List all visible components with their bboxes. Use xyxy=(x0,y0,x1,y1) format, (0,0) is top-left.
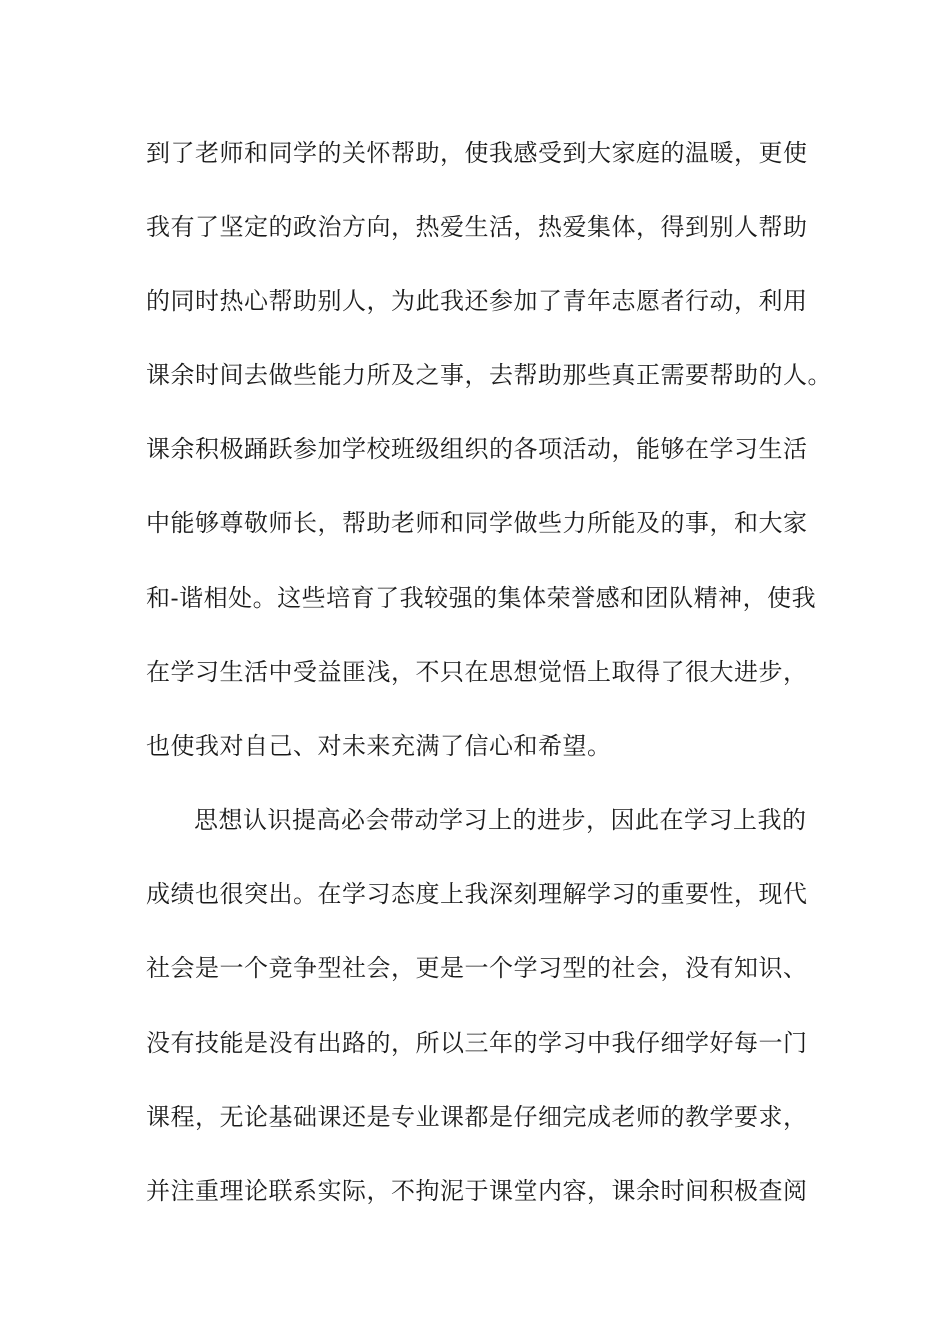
text-line-15: 并注重理论联系实际，不拘泥于课堂内容，课余时间积极查阅 xyxy=(146,1177,808,1205)
text-line-8: 在学习生活中受益匪浅，不只在思想觉悟上取得了很大进步， xyxy=(146,658,808,686)
text-line-3: 的同时热心帮助别人，为此我还参加了青年志愿者行动，利用 xyxy=(146,287,808,315)
text-line-1: 到了老师和同学的关怀帮助，使我感受到大家庭的温暖，更使 xyxy=(146,139,808,167)
text-line-12: 社会是一个竞争型社会，更是一个学习型的社会，没有知识、 xyxy=(146,954,808,982)
text-line-11: 成绩也很突出。在学习态度上我深刻理解学习的重要性，现代 xyxy=(146,880,808,908)
text-line-5: 课余积极踊跃参加学校班级组织的各项活动，能够在学习生活 xyxy=(146,435,808,463)
text-line-13: 没有技能是没有出路的，所以三年的学习中我仔细学好每一门 xyxy=(146,1029,808,1057)
text-line-7: 和-谐相处。这些培育了我较强的集体荣誉感和团队精神，使我 xyxy=(146,584,817,612)
text-line-14: 课程，无论基础课还是专业课都是仔细完成老师的教学要求， xyxy=(146,1103,808,1131)
text-line-4: 课余时间去做些能力所及之事，去帮助那些真正需要帮助的人。 xyxy=(146,361,832,389)
text-line-2: 我有了坚定的政治方向，热爱生活，热爱集体，得到别人帮助 xyxy=(146,213,808,241)
text-line-10-paragraph-start: 思想认识提高必会带动学习上的进步，因此在学习上我的 xyxy=(194,806,807,834)
text-line-6: 中能够尊敬师长，帮助老师和同学做些力所能及的事，和大家 xyxy=(146,509,808,537)
text-line-9: 也使我对自己、对未来充满了信心和希望。 xyxy=(146,732,612,760)
